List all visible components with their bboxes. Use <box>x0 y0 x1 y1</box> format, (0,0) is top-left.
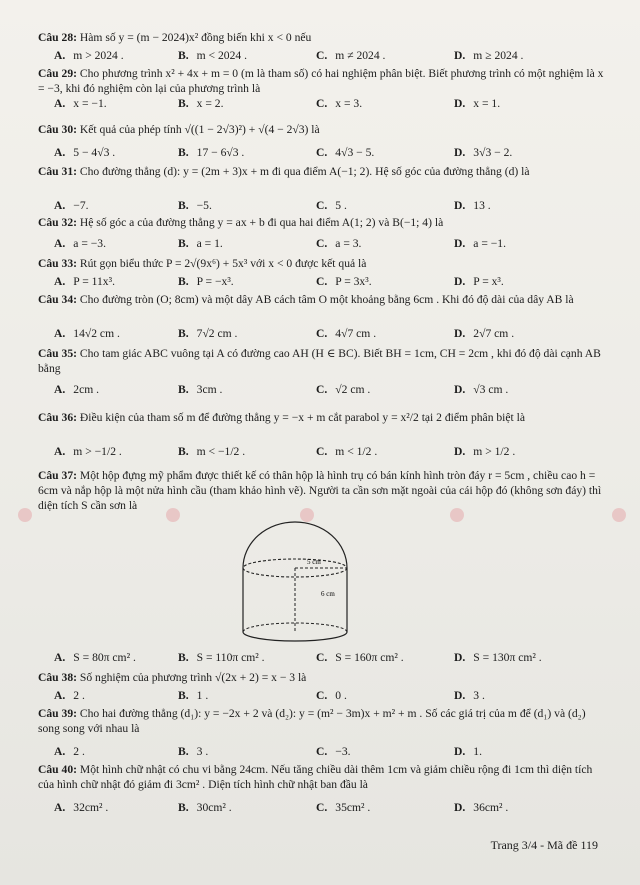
option-a: 5 − 4√3 . <box>73 146 116 159</box>
option-d: a = −1. <box>473 237 506 250</box>
question-35 <box>38 346 610 376</box>
watermark-icon <box>612 508 626 522</box>
height-label: 6 cm <box>321 590 335 598</box>
question-label: Câu 39: <box>38 707 77 720</box>
option-d: 2√7 cm . <box>473 327 515 340</box>
question-label: Câu 34: <box>38 293 77 306</box>
question-36 <box>38 410 610 425</box>
option-b: 17 − 6√3 . <box>196 146 245 159</box>
option-c: m ≠ 2024 . <box>335 49 386 62</box>
option-a: −7. <box>73 199 89 212</box>
option-d: P = x³. <box>473 275 504 288</box>
base-front-arc <box>243 632 347 641</box>
option-c: −3. <box>335 745 351 758</box>
question-30 <box>38 122 610 137</box>
option-c: S = 160π cm² . <box>335 651 404 664</box>
option-b: −5. <box>196 199 212 212</box>
question-label: Câu 33: <box>38 257 77 270</box>
option-a: P = 11x³. <box>73 275 115 288</box>
option-b: P = −x³. <box>196 275 234 288</box>
option-d: m > 1/2 . <box>473 445 516 458</box>
option-d: 1. <box>473 745 482 758</box>
question-label: Câu 32: <box>38 216 77 229</box>
option-c: 35cm² . <box>335 801 371 814</box>
question-text: Số nghiệm của phương trình √(2x + 2) = x − 3 là <box>79 671 307 684</box>
question-text: Điều kiện của tham số m để đường thẳng y = −x + m cắt parabol y = x²/2 tại 2 điểm phân biệt là <box>79 411 526 424</box>
question-label: Câu 37: <box>38 469 77 482</box>
option-a: S = 80π cm² . <box>73 651 136 664</box>
question-40 <box>38 762 610 792</box>
question-text: Cho đường thẳng (d): y = (2m + 3)x + m đi qua điểm A(−1; 2). Hệ số góc của đường thẳng (d) là <box>79 165 530 178</box>
question-text: Cho phương trình x² + 4x + m = 0 (m là tham số) có hai nghiệm phân biệt. Biết phương trình có một nghiệm là x = −3, khi đó nghiệm còn lại của phương trình là <box>38 67 604 95</box>
question-text: Hệ số góc a của đường thẳng y = ax + b đi qua hai điểm A(1; 2) và B(−1; 4) là <box>79 216 444 229</box>
question-33 <box>38 256 610 271</box>
question-32 <box>38 215 610 230</box>
page-footer: Trang 3/4 - Mã đề 119 <box>490 838 598 852</box>
question-text: Cho hai đường thẳng (d₁): y = −2x + 2 và (d₂): y = (m² − 3m)x + m² + m . Số các giá trị của m để (d₁) và (d₂) song song với nhau là <box>38 707 586 735</box>
question-label: Câu 30: <box>38 123 77 136</box>
option-b: m < −1/2 . <box>196 445 246 458</box>
question-34 <box>38 292 610 307</box>
option-a: 32cm² . <box>73 801 109 814</box>
option-a: x = −1. <box>73 97 107 110</box>
option-b: a = 1. <box>196 237 223 250</box>
option-c: m < 1/2 . <box>335 445 378 458</box>
radius-label: 5 cm <box>307 558 321 566</box>
option-d: √3 cm . <box>473 383 509 396</box>
question-text: Hàm số y = (m − 2024)x² đồng biến khi x < 0 nếu <box>79 31 312 44</box>
question-28 <box>38 30 610 45</box>
question-label: Câu 35: <box>38 347 77 360</box>
option-b: 3cm . <box>196 383 223 396</box>
question-37 <box>38 468 610 513</box>
option-d: 13 . <box>473 199 491 212</box>
option-b: x = 2. <box>196 97 224 110</box>
question-text: Cho tam giác ABC vuông tại A có đường cao AH (H ∈ BC). Biết BH = 1cm, CH = 2cm , khi đó độ dài cạnh AB bằng <box>38 347 601 375</box>
question-label: Câu 38: <box>38 671 77 684</box>
option-d: x = 1. <box>473 97 501 110</box>
question-29 <box>38 66 610 96</box>
option-c: 0 . <box>335 689 347 702</box>
question-label: Câu 28: <box>38 31 77 44</box>
option-d: 36cm² . <box>473 801 509 814</box>
option-c: 5 . <box>335 199 347 212</box>
option-b: S = 110π cm² . <box>196 651 265 664</box>
option-a: m > 2024 . <box>73 49 124 62</box>
option-b: 7√2 cm . <box>196 327 238 340</box>
option-d: m ≥ 2024 . <box>473 49 524 62</box>
option-d: 3√3 − 2. <box>473 146 513 159</box>
exam-page: Câu 28: Hàm số y = (m − 2024)x² đồng biến khi x < 0 nếu A. m > 2024 . B. m < 2024 . C. m ≠ 2024 . D. m ≥ 2024 . Câu 29: Cho phương trình x² + 4x + m = 0 (m là tham số) có hai nghiệm phân biệt. Biết phương trình có một nghiệm là x = −3, khi đó nghiệm còn lại của phương trình là A. x = −1. B. x = 2. C. x = 3. D. x = 1. Câu 30: Kết quả của phép tính √((1 − 2√3)²) + √(4 − 2√3) là A. 5 − 4√3 . B. 17 − 6√3 . C. 4√3 − 5. D. 3√3 − 2. Câu 31: Cho đường thẳng (d): y = (2m + 3)x + m đi qua điểm A(−1; 2). Hệ số góc của đường thẳng (d) là A. −7. B. −5. C. 5 . D. 13 . Câu 32: Hệ số góc a của đường thẳng y = ax + b đi qua hai điểm A(1; 2) và B(−1; 4) là A. a = −3. B. a = 1. C. a = 3. D. a = −1. Câu 33: Rút gọn biểu thức P = 2√(9x⁶) + 5x³ với x < 0 được kết quả là A. P = 11x³. B. P = −x³. C. P = 3x³. D. P = x³. Câu 34: Cho đường tròn (O; 8cm) và một dây AB cách tâm O một khoảng bằng 6cm . Khi đó độ dài của dây AB là A. 14√2 cm . B. 7√2 cm . C. 4√7 cm . D. 2√7 cm . Câu 35: Cho tam giác ABC vuông tại A có đường cao AH (H ∈ BC). Biết BH = 1cm, CH = 2cm , khi đó độ dài cạnh AB bằng A. 2cm . B. 3cm . C. √2 cm . D. √3 cm . Câu 36: Điều kiện của tham số m để đường thẳng y = −x + m cắt parabol y = x²/2 tại 2 điểm phân biệt là A. m > −1/2 . B. m < −1/2 . C. m < 1/2 . D. m > 1/2 . Câu 37: Một hộp đựng mỹ phẩm được thiết kế có thân hộp là hình trụ có bán kính hình tròn đáy r = 5cm , chiều cao h = 6cm và nắp hộp là một nửa hình cầu (tham khảo hình vẽ). Người ta cần sơn mặt ngoài của cái hộp đó (không sơn đáy) thì diện tích S cần sơn là 5 cm 6 cm A. S = 80π cm² . B. S = 110π cm² . C. S = 160π cm² . D. S = 130π cm² . Câu 38: Số nghiệm của phương trình √(2x + 2) = x − 3 là A. 2 . B. 1 . C. 0 . D. 3 . Câu 39: Cho hai đường thẳng (d₁): y = −2x + 2 và (d₂): y = (m² − 3m)x + m² + m . Số các giá trị của m để (d₁) và (d₂) song song với nhau là A. 2 . B. 3 . C. −3. D. 1. Câu 40: Một hình chữ nhật có chu vi bằng 24cm. Nếu tăng chiều dài thêm 1cm và giảm chiều rộng đi 1cm thì diện tích của hình chữ nhật đó giảm đi 3cm² . Diện tích hình chữ nhật ban đầu là A. 32cm² . B. 30cm² . C. 35cm² . D. 36cm² . Trang 3/4 - Mã đề 119 <box>0 0 640 885</box>
cosmetic-box-figure <box>225 520 365 650</box>
option-b: 30cm² . <box>196 801 232 814</box>
question-31 <box>38 164 610 179</box>
option-a: 2 . <box>73 745 85 758</box>
option-a: m > −1/2 . <box>73 445 122 458</box>
question-38 <box>38 670 610 685</box>
option-b: 1 . <box>196 689 209 702</box>
option-c: x = 3. <box>335 97 363 110</box>
option-c: a = 3. <box>335 237 362 250</box>
question-text: Một hộp đựng mỹ phẩm được thiết kế có thân hộp là hình trụ có bán kính hình tròn đáy r = 5cm , chiều cao h = 6cm và nắp hộp là một nửa hình cầu (tham khảo hình vẽ). Người ta cần sơn mặt ngoài của cái hộp đó (không sơn đáy) thì diện tích S cần sơn là <box>38 469 602 512</box>
option-b: 3 . <box>196 745 209 758</box>
option-c: √2 cm . <box>335 383 371 396</box>
question-39 <box>38 706 610 736</box>
option-d: 3 . <box>473 689 485 702</box>
option-a: 2 . <box>73 689 85 702</box>
option-d: S = 130π cm² . <box>473 651 542 664</box>
option-a: 2cm . <box>73 383 100 396</box>
option-a: 14√2 cm . <box>73 327 120 340</box>
option-c: 4√7 cm . <box>335 327 377 340</box>
question-text: Rút gọn biểu thức P = 2√(9x⁶) + 5x³ với x < 0 được kết quả là <box>79 257 367 270</box>
watermark-icon <box>18 508 32 522</box>
question-label: Câu 31: <box>38 165 77 178</box>
question-label: Câu 40: <box>38 763 77 776</box>
question-label: Câu 29: <box>38 67 77 80</box>
question-text: Một hình chữ nhật có chu vi bằng 24cm. Nếu tăng chiều dài thêm 1cm và giảm chiều rộng đi 1cm thì diện tích của hình chữ nhật đó giảm đi 3cm² . Diện tích hình chữ nhật ban đầu là <box>38 763 593 791</box>
question-text: Cho đường tròn (O; 8cm) và một dây AB cách tâm O một khoảng bằng 6cm . Khi đó độ dài của dây AB là <box>79 293 574 306</box>
question-label: Câu 36: <box>38 411 77 424</box>
question-text: Kết quả của phép tính √((1 − 2√3)²) + √(4 − 2√3) là <box>79 123 320 136</box>
option-a: a = −3. <box>73 237 106 250</box>
option-b: m < 2024 . <box>196 49 247 62</box>
option-c: 4√3 − 5. <box>335 146 375 159</box>
option-c: P = 3x³. <box>335 275 372 288</box>
